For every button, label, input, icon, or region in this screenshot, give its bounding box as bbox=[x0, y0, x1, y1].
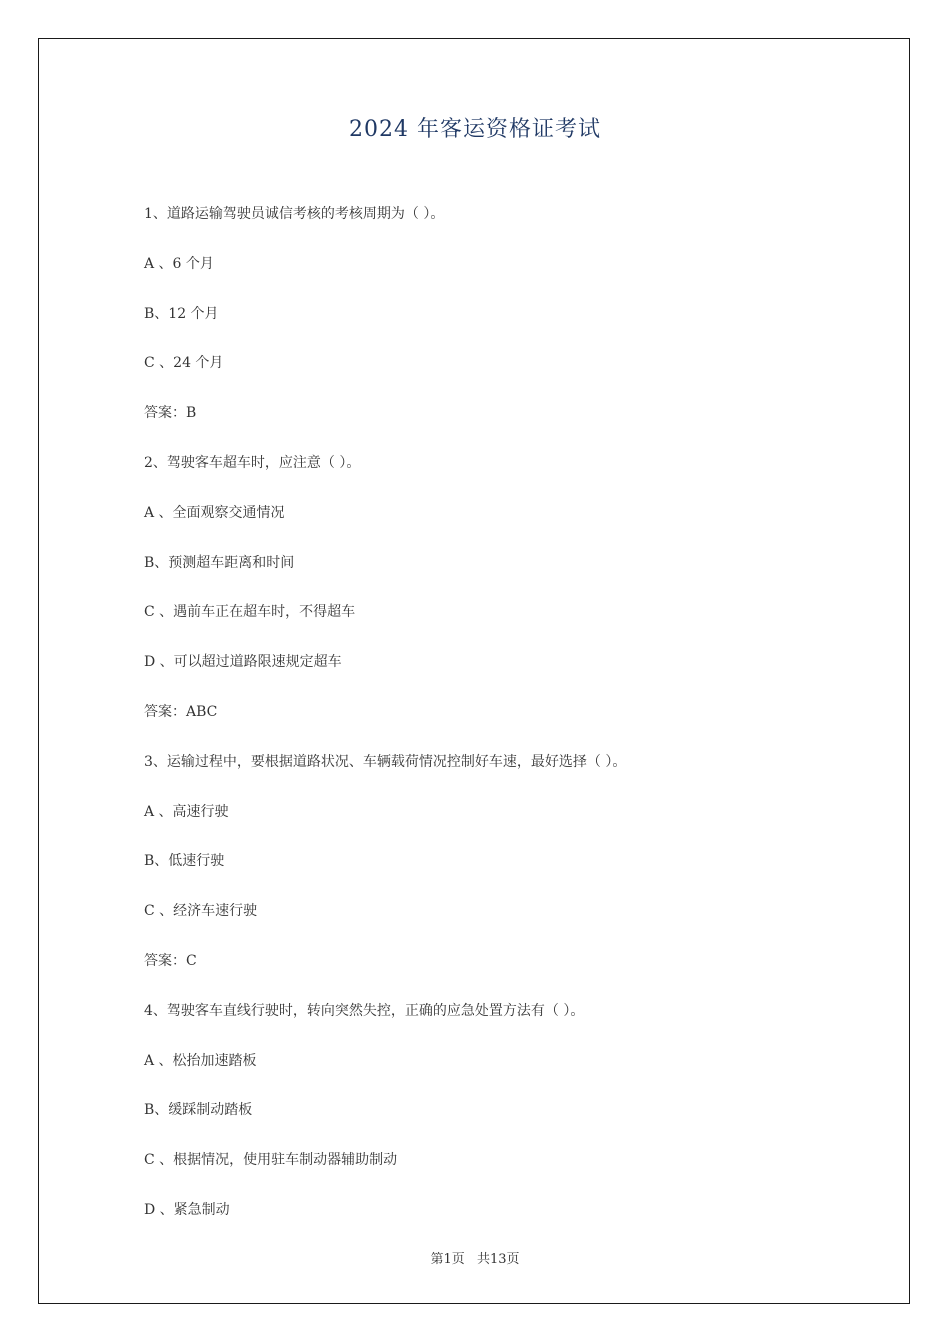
question-3-option-b: B、低速行驶 bbox=[144, 853, 225, 870]
question-1-text: 1、道路运输驾驶员诚信考核的考核周期为（ ）。 bbox=[144, 206, 445, 222]
question-4-option-c: C 、根据情况，使用驻车制动器辅助制动 bbox=[144, 1152, 398, 1169]
question-3-text: 3、运输过程中，要根据道路状况、车辆载荷情况控制好车速，最好选择（ ）。 bbox=[144, 753, 627, 770]
question-2-text: 2、驾驶客车超车时，应注意（ ）。 bbox=[144, 454, 361, 471]
question-3-option-c: C 、经济车速行驶 bbox=[144, 903, 258, 920]
question-1-answer: 答案：B bbox=[144, 405, 197, 422]
question-3-answer: 答案：C bbox=[144, 952, 197, 969]
question-list bbox=[144, 202, 864, 1248]
question-1-option-c: C 、24 个月 bbox=[144, 355, 224, 372]
question-2-answer: 答案：ABC bbox=[144, 703, 218, 720]
question-4-option-b: B、缓踩制动踏板 bbox=[144, 1102, 253, 1119]
question-2-option-b: B、预测超车距离和时间 bbox=[144, 554, 295, 571]
document-title: 2024 年客运资格证考试 bbox=[349, 117, 601, 142]
question-1-option-b: B、12 个月 bbox=[144, 305, 219, 322]
page-number: 第1页 bbox=[430, 1252, 465, 1267]
question-4-text: 4、驾驶客车直线行驶时，转向突然失控，正确的应急处置方法有（ ）。 bbox=[144, 1002, 585, 1019]
question-4-option-a: A 、松抬加速踏板 bbox=[144, 1052, 257, 1069]
question-3-option-a: A 、高速行驶 bbox=[144, 803, 229, 820]
question-2-option-a: A 、全面观察交通情况 bbox=[144, 504, 285, 521]
question-2-option-c: C 、遇前车正在超车时，不得超车 bbox=[144, 604, 356, 621]
question-4-option-d: D 、紧急制动 bbox=[144, 1201, 230, 1218]
page-total: 共13页 bbox=[476, 1252, 520, 1267]
question-1-option-a: A 、6 个月 bbox=[144, 255, 214, 272]
question-2-option-d: D 、可以超过道路限速规定超车 bbox=[144, 654, 342, 671]
page-footer bbox=[0, 1248, 950, 1267]
